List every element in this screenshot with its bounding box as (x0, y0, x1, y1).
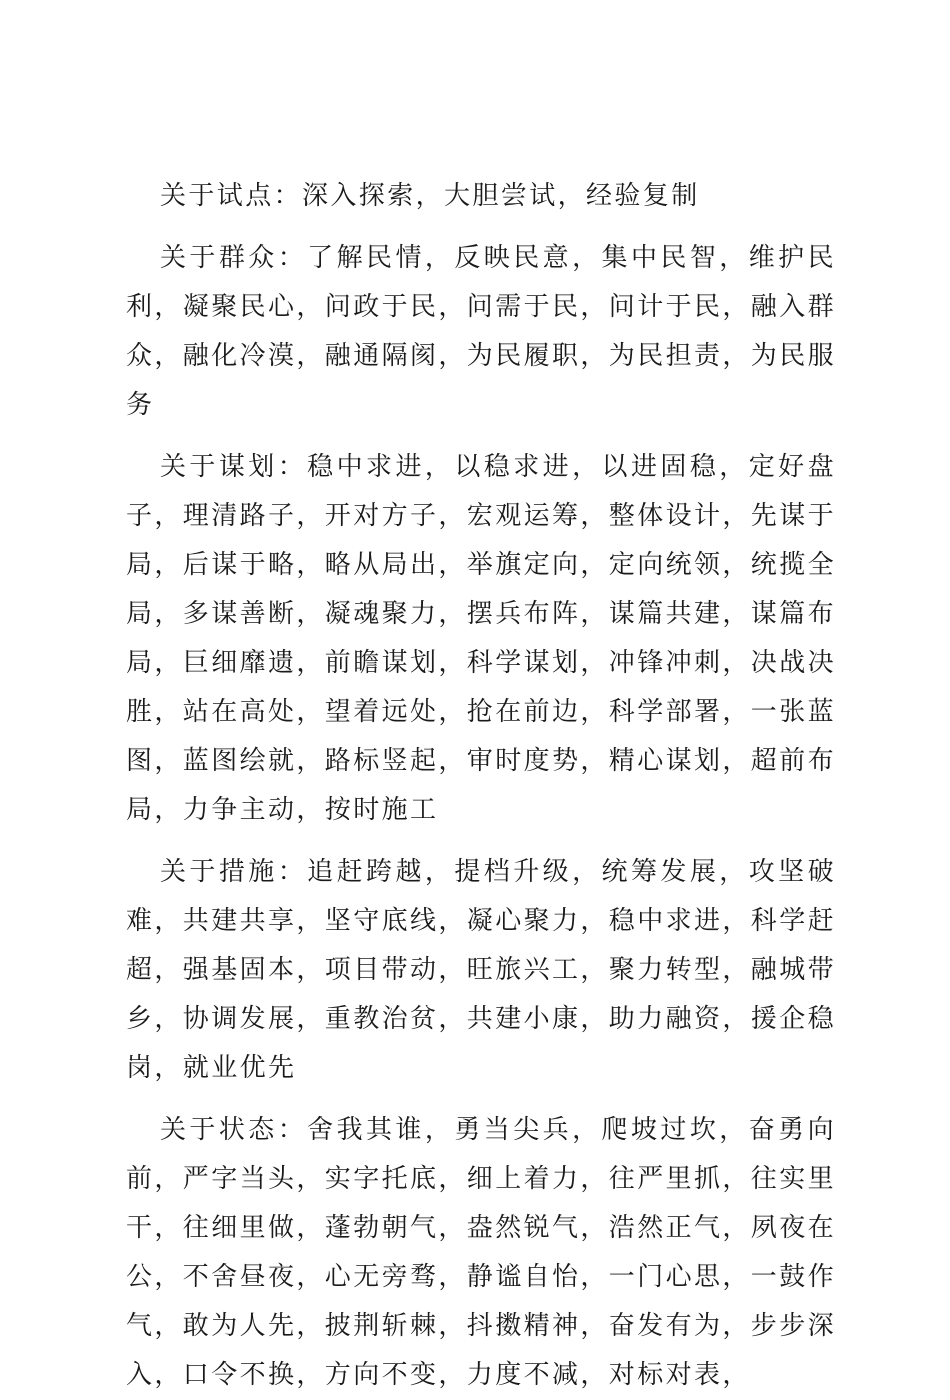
paragraph-planning: 关于谋划：稳中求进，以稳求进，以进固稳，定好盘子，理清路子，开对方子，宏观运筹，整体设计，先谋于局，后谋于略，略从局出，举旗定向，定向统领，统揽全局，多谋善断，凝魂聚力，摆兵布阵，谋篇共建，谋篇布局，巨细靡遗，前瞻谋划，科学谋划，冲锋冲刺，决战决胜，站在高处，望着远处，抢在前边，科学部署，一张蓝图，蓝图绘就，路标竖起，审时度势，精心谋划，超前布局，力争主动，按时施工 (126, 452, 837, 825)
document-body (126, 172, 836, 1400)
paragraph-masses: 关于群众：了解民情，反映民意，集中民智，维护民利，凝聚民心，问政于民，问需于民，问计于民，融入群众，融化冷漠，融通隔阂，为民履职，为民担责，为民服务 (126, 243, 837, 420)
paragraph-state: 关于状态：舍我其谁，勇当尖兵，爬坡过坎，奋勇向前，严字当头，实字托底，细上着力，往严里抓，往实里干，往细里做，蓬勃朝气，盎然锐气，浩然正气，夙夜在公，不舍昼夜，心无旁骛，静谧自怡，一门心思，一鼓作气，敢为人先，披荆斩棘，抖擞精神，奋发有为，步步深入，口令不换，方向不变，力度不减，对标对表， (126, 1115, 837, 1390)
paragraph-measures: 关于措施：追赶跨越，提档升级，统筹发展，攻坚破难，共建共享，坚守底线，凝心聚力，稳中求进，科学赶超，强基固本，项目带动，旺旅兴工，聚力转型，融城带乡，协调发展，重教治贫，共建小康，助力融资，援企稳岗，就业优先 (126, 857, 837, 1083)
paragraph-pilot: 关于试点：深入探索，大胆尝试，经验复制 (160, 181, 700, 211)
